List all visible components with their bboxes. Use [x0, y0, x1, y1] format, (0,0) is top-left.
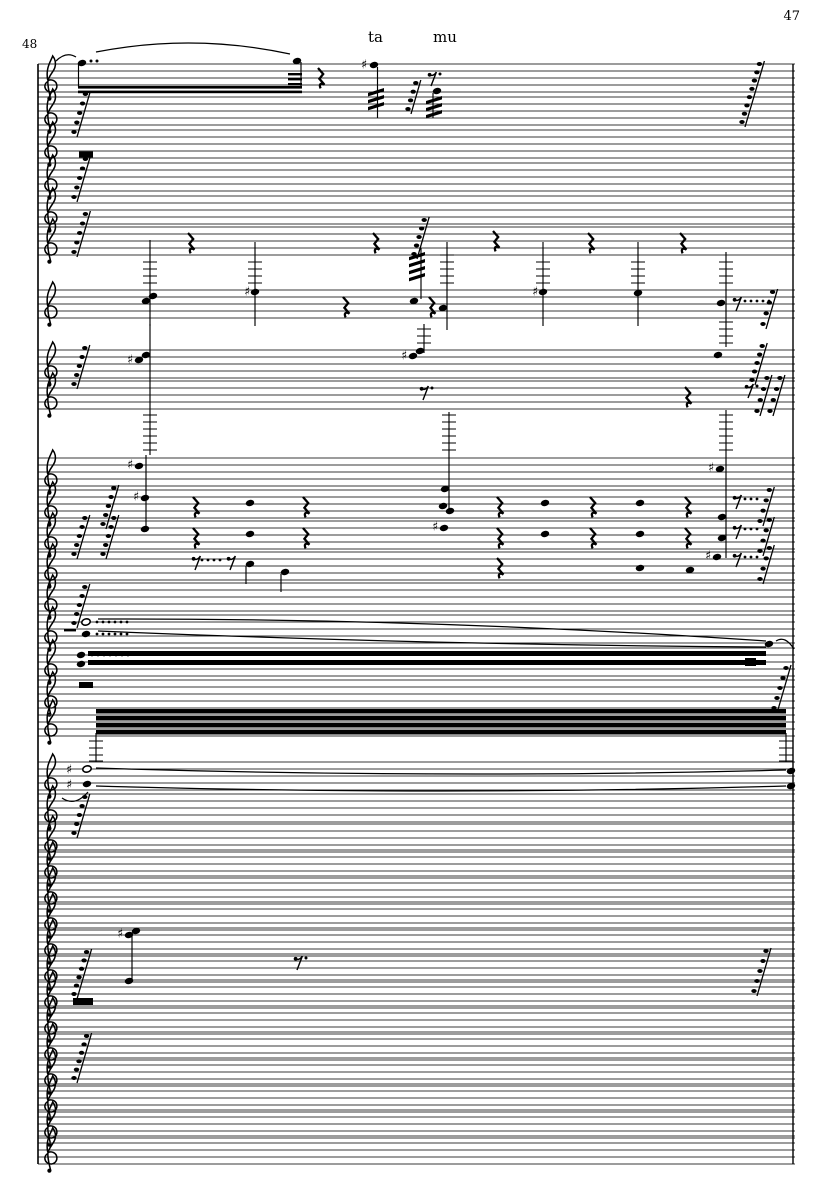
- grace-notehead: [754, 979, 759, 983]
- grace-notehead: [111, 516, 116, 520]
- grace-notehead: [83, 212, 88, 216]
- grace-notehead: [103, 543, 108, 547]
- grace-notehead: [77, 231, 82, 235]
- tie-dash: [64, 629, 76, 631]
- sharp-sign: ♯: [432, 518, 439, 534]
- dot-row: [207, 559, 210, 562]
- grace-notehead: [413, 81, 418, 85]
- grace-notehead: [783, 666, 788, 670]
- page-number: 47: [783, 9, 800, 24]
- staff: [38, 842, 795, 887]
- staff: [38, 700, 795, 745]
- dot-row: [750, 528, 753, 531]
- notehead: [713, 351, 723, 359]
- grace-notehead: [74, 1068, 79, 1072]
- grace-notehead: [749, 87, 754, 91]
- staff: [38, 920, 795, 965]
- grace-notehead: [100, 552, 105, 556]
- dot-row: [219, 559, 222, 562]
- grace-notehead: [111, 486, 116, 490]
- grace-notehead: [74, 543, 79, 547]
- grace-notehead: [767, 546, 772, 550]
- grace-notehead: [408, 98, 413, 102]
- dot-row: [120, 621, 123, 624]
- notehead: [635, 499, 645, 507]
- grace-notehead: [757, 969, 762, 973]
- beam: [78, 86, 302, 89]
- grace-notehead: [79, 804, 84, 808]
- grace-notehead: [744, 103, 749, 107]
- grace-notehead: [71, 831, 76, 835]
- grace-notehead: [71, 195, 76, 199]
- grace-notehead: [767, 301, 772, 305]
- staff: [38, 122, 795, 167]
- grace-notehead: [742, 112, 747, 116]
- dot-row: [120, 633, 123, 636]
- staff: [38, 450, 795, 495]
- sharp-sign: ♯: [244, 283, 251, 299]
- dot-row: [762, 300, 765, 303]
- quarter-rest: [303, 528, 309, 548]
- grace-notehead: [71, 992, 76, 996]
- whole-rest: [79, 682, 93, 688]
- grace-notehead: [82, 516, 87, 520]
- dot-row: [126, 633, 129, 636]
- grace-notehead: [74, 373, 79, 377]
- grace-notehead: [71, 552, 76, 556]
- sharp-sign: ♯: [133, 488, 140, 504]
- grace-notehead: [83, 92, 88, 96]
- grace-notehead: [74, 186, 79, 190]
- grace-notehead: [754, 409, 759, 413]
- gliss-line: [77, 949, 92, 999]
- beam: [96, 709, 786, 714]
- grace-notehead: [84, 1034, 89, 1038]
- grace-notehead: [84, 950, 89, 954]
- grace-notehead: [757, 577, 762, 581]
- slur-tie: [56, 55, 76, 61]
- grace-notehead: [767, 409, 772, 413]
- grace-notehead: [760, 509, 765, 513]
- quarter-rest: [590, 528, 596, 548]
- beam: [288, 73, 302, 75]
- grace-notehead: [774, 696, 779, 700]
- grace-notehead: [757, 353, 762, 357]
- dot-row: [756, 528, 759, 531]
- grace-notehead: [77, 364, 82, 368]
- quarter-rest: [685, 497, 691, 517]
- notehead: [635, 530, 645, 538]
- grace-notehead: [74, 241, 79, 245]
- dot-row: [744, 300, 747, 303]
- grace-notehead: [103, 513, 108, 517]
- notehead: [716, 299, 726, 307]
- quarter-rest: [343, 297, 349, 317]
- notehead: [540, 530, 550, 538]
- grace-notehead: [79, 355, 84, 359]
- grace-notehead: [77, 111, 82, 115]
- grace-notehead: [761, 387, 766, 391]
- dot-row: [102, 633, 105, 636]
- beam: [96, 723, 786, 728]
- quarter-rest: [497, 497, 503, 517]
- notehead: [439, 524, 449, 532]
- grace-notehead: [71, 1076, 76, 1080]
- notehead: [82, 780, 92, 788]
- grace-notehead: [77, 603, 82, 607]
- grace-notehead: [760, 344, 765, 348]
- grace-notehead: [777, 686, 782, 690]
- staff: [38, 607, 795, 652]
- beam: [88, 660, 766, 665]
- grace-notehead: [74, 612, 79, 616]
- staff: [38, 816, 795, 861]
- sharp-sign: ♯: [705, 547, 712, 563]
- grace-notehead: [77, 813, 82, 817]
- grace-notehead: [780, 676, 785, 680]
- notehead: [712, 553, 722, 561]
- notehead: [786, 767, 796, 775]
- quarter-rest: [373, 233, 379, 253]
- duration-dot: [96, 60, 99, 63]
- staff: [38, 342, 795, 387]
- tremolo-beam: [368, 102, 384, 110]
- grace-notehead: [760, 539, 765, 543]
- dot-row: [750, 498, 753, 501]
- sharp-sign: ♯: [532, 283, 539, 299]
- grace-notehead: [764, 376, 769, 380]
- grace-notehead: [71, 250, 76, 254]
- notehead: [538, 288, 548, 296]
- staff: [38, 894, 795, 939]
- grace-notehead: [760, 959, 765, 963]
- staff: [38, 998, 795, 1043]
- staff: [38, 513, 795, 558]
- quarter-rest: [497, 558, 503, 578]
- sharp-sign: ♯: [66, 776, 73, 792]
- grace-notehead: [419, 227, 424, 231]
- grace-notehead: [77, 534, 82, 538]
- grace-notehead: [100, 522, 105, 526]
- notehead: [245, 530, 255, 538]
- tremolo-beam: [368, 95, 384, 103]
- grace-notehead: [757, 549, 762, 553]
- notehead: [445, 507, 455, 515]
- grace-notehead: [749, 378, 754, 382]
- staff: [38, 972, 795, 1017]
- grace-notehead: [83, 157, 88, 161]
- grace-notehead: [81, 1042, 86, 1046]
- staff: [38, 946, 795, 991]
- tremolo-beam: [409, 252, 425, 260]
- grace-notehead: [764, 498, 769, 502]
- dot-row: [744, 556, 747, 559]
- quarter-rest: [685, 528, 691, 548]
- grace-notehead: [79, 594, 84, 598]
- notehead: [408, 352, 418, 360]
- grace-notehead: [416, 235, 421, 239]
- grace-notehead: [80, 222, 85, 226]
- dot-row: [96, 633, 99, 636]
- beam: [288, 83, 302, 85]
- grace-notehead: [770, 290, 775, 294]
- sharp-sign: ♯: [127, 351, 134, 367]
- grace-notehead: [71, 130, 76, 134]
- grace-notehead: [414, 244, 419, 248]
- notehead: [82, 765, 92, 773]
- grace-notehead: [422, 218, 427, 222]
- quarter-rest: [590, 497, 596, 517]
- grace-notehead: [81, 958, 86, 962]
- grace-notehead: [74, 984, 79, 988]
- staff: [38, 544, 795, 589]
- rest-dot: [431, 387, 434, 390]
- grace-notehead: [106, 534, 111, 538]
- grace-notehead: [754, 70, 759, 74]
- tremolo-beam: [409, 273, 425, 281]
- beam: [96, 716, 786, 721]
- grace-notehead: [764, 311, 769, 315]
- grace-notehead: [77, 176, 82, 180]
- notehead: [635, 564, 645, 572]
- notehead: [76, 660, 86, 668]
- staff: [38, 1024, 795, 1069]
- sharp-sign: ♯: [401, 347, 408, 363]
- dot-row: [756, 556, 759, 559]
- sharp-sign: ♯: [708, 459, 715, 475]
- dot-row: [114, 621, 117, 624]
- grace-notehead: [767, 488, 772, 492]
- rest-dot: [439, 73, 442, 76]
- notehead: [250, 288, 260, 296]
- quarter-rest: [680, 233, 686, 253]
- staff: [38, 575, 795, 620]
- tremolo-beam: [409, 266, 425, 274]
- grace-notehead: [747, 95, 752, 99]
- beam: [78, 91, 302, 94]
- grace-notehead: [764, 556, 769, 560]
- staff: [38, 155, 795, 200]
- notehead: [81, 630, 91, 638]
- grace-notehead: [108, 525, 113, 529]
- slur-tie: [98, 631, 766, 647]
- grace-notehead: [71, 621, 76, 625]
- grace-notehead: [774, 387, 779, 391]
- quarter-rest: [685, 387, 691, 407]
- rest-dot: [756, 385, 759, 388]
- slur-tie: [96, 43, 290, 54]
- sharp-sign: ♯: [127, 456, 134, 472]
- dot-row: [96, 621, 99, 624]
- dot-row: [102, 621, 105, 624]
- dot-row: [744, 498, 747, 501]
- quarter-rest: [193, 528, 199, 548]
- staff: [38, 482, 795, 527]
- grace-notehead: [754, 361, 759, 365]
- staff: [38, 282, 795, 327]
- grace-notehead: [405, 107, 410, 111]
- staff: [38, 1128, 795, 1173]
- grace-notehead: [739, 120, 744, 124]
- grace-notehead: [74, 822, 79, 826]
- dot-row: [108, 633, 111, 636]
- grace-notehead: [411, 90, 416, 94]
- grace-notehead: [76, 975, 81, 979]
- cluster-block: [745, 658, 756, 666]
- grace-notehead: [79, 1051, 84, 1055]
- grace-notehead: [763, 949, 768, 953]
- notehead: [438, 502, 448, 510]
- staff: [38, 188, 795, 233]
- grace-notehead: [760, 567, 765, 571]
- tremolo-beam: [409, 259, 425, 267]
- notehead: [245, 499, 255, 507]
- grace-notehead: [758, 398, 763, 402]
- notehead: [540, 499, 550, 507]
- staff: [38, 1102, 795, 1147]
- dot-row: [126, 621, 129, 624]
- grace-notehead: [757, 519, 762, 523]
- slur-tie: [776, 639, 794, 649]
- grace-notehead: [82, 346, 87, 350]
- quarter-rest: [303, 497, 309, 517]
- staff: [38, 373, 795, 418]
- dot-row: [108, 621, 111, 624]
- dot-row: [213, 559, 216, 562]
- dot-row: [756, 498, 759, 501]
- lyric-syllable-ta: ta: [368, 28, 383, 46]
- grace-notehead: [79, 525, 84, 529]
- grace-notehead: [751, 989, 756, 993]
- grace-notehead: [76, 1059, 81, 1063]
- dot-row: [756, 300, 759, 303]
- grace-notehead: [771, 398, 776, 402]
- rest-dot: [305, 957, 308, 960]
- beam: [88, 651, 766, 656]
- staff: [38, 1076, 795, 1121]
- dot-row: [750, 556, 753, 559]
- notehead: [81, 618, 91, 626]
- sharp-sign: ♯: [66, 761, 73, 777]
- grace-notehead: [757, 62, 762, 66]
- quarter-rest: [497, 528, 503, 548]
- grace-notehead: [79, 967, 84, 971]
- grace-notehead: [80, 102, 85, 106]
- notehead: [76, 651, 86, 659]
- grace-notehead: [767, 518, 772, 522]
- beam: [96, 730, 786, 735]
- dot-row: [114, 633, 117, 636]
- grace-notehead: [108, 495, 113, 499]
- grace-notehead: [752, 370, 757, 374]
- grace-notehead: [777, 376, 782, 380]
- sharp-sign: ♯: [361, 56, 368, 72]
- notehead: [134, 462, 144, 470]
- quarter-rest: [188, 233, 194, 253]
- gliss-line: [766, 289, 778, 329]
- quarter-rest: [193, 497, 199, 517]
- lyric-syllable-mu: mu: [433, 28, 457, 46]
- staff: [38, 754, 795, 799]
- measure-number: 48: [22, 37, 38, 51]
- beam: [288, 78, 302, 80]
- quarter-rest: [429, 297, 435, 317]
- grace-notehead: [82, 585, 87, 589]
- staff: [38, 868, 795, 913]
- dot-row: [750, 300, 753, 303]
- duration-dot: [90, 60, 93, 63]
- quarter-rest: [588, 233, 594, 253]
- grace-notehead: [74, 121, 79, 125]
- grace-notehead: [106, 504, 111, 508]
- sharp-sign: ♯: [117, 925, 124, 941]
- notehead: [140, 525, 150, 533]
- grace-notehead: [760, 322, 765, 326]
- grace-notehead: [764, 528, 769, 532]
- grace-notehead: [82, 795, 87, 799]
- cluster-block: [73, 998, 93, 1005]
- grace-notehead: [752, 79, 757, 83]
- notehead: [140, 494, 150, 502]
- grace-notehead: [71, 382, 76, 386]
- staff: [38, 1050, 795, 1095]
- dot-row: [201, 559, 204, 562]
- grace-notehead: [80, 167, 85, 171]
- dot-row: [744, 528, 747, 531]
